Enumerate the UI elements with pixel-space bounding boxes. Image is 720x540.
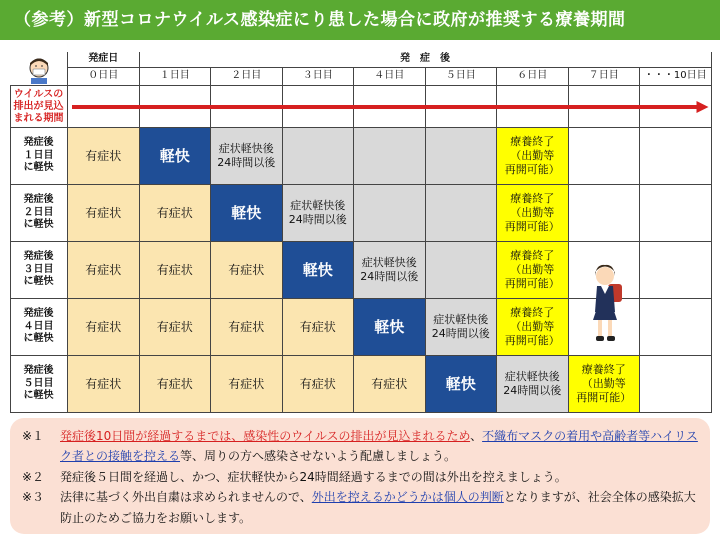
note-mark: ※３ (22, 490, 45, 505)
note-text (60, 426, 698, 467)
table-cell-empty (569, 128, 641, 185)
onset-day-header: 発症日 (68, 52, 140, 68)
day-header: ３日目 (283, 68, 355, 86)
table-cell-yuu: 有症状 (68, 299, 140, 356)
student-walking-icon (583, 264, 629, 344)
day-header: ０日目 (68, 68, 140, 86)
table-cell-yuu: 有症状 (68, 128, 140, 185)
row-label: 発症後 ４日目 に軽快 (10, 299, 68, 356)
row-label: 発症後 ３日目 に軽快 (10, 242, 68, 299)
note-text-segment: 等、周りの方へ感染させないよう配慮しましょう。 (180, 449, 457, 464)
notes-panel (10, 418, 710, 534)
after-onset-header: 発 症 後 (140, 52, 712, 68)
day-header: ４日目 (354, 68, 426, 86)
table-cell-kei: 軽快 (283, 242, 355, 299)
row-label: 発症後 １日目 に軽快 (10, 128, 68, 185)
table-cell-yuu: 有症状 (211, 242, 283, 299)
table-cell-yuu: 有症状 (68, 185, 140, 242)
table-cell-gray: 症状軽快後 24時間以後 (497, 356, 569, 413)
row-label: 発症後 ５日目 に軽快 (10, 356, 68, 413)
note-item (22, 487, 698, 528)
table-cell-yellow: 療養終了 （出勤等 再開可能） (569, 356, 641, 413)
page-title: （参考）新型コロナウイルス感染症にり患した場合に政府が推奨する療養期間 (0, 0, 720, 40)
note-emphasis-red: 発症後10日間が経過するまでは、感染性のウイルスの排出が見込まれるため (60, 429, 471, 443)
table-cell-gray: 症状軽快後 24時間以後 (283, 185, 355, 242)
table-cell-gray: 症状軽快後 24時間以後 (426, 299, 498, 356)
table-cell-yellow: 療養終了 （出勤等 再開可能） (497, 128, 569, 185)
note-text (60, 467, 698, 487)
note-text-segment: 発症後５日間を経過し、かつ、症状軽快から24時間経過するまでの間は外出を控えましょう。 (60, 469, 567, 484)
note-text (60, 487, 698, 528)
table-cell-yuu: 有症状 (211, 356, 283, 413)
table-cell-yuu: 有症状 (283, 356, 355, 413)
note-text-segment: 、 (470, 429, 483, 443)
day-header: ７日目 (569, 68, 641, 86)
table-cell-gray (354, 185, 426, 242)
table-cell-kei: 軽快 (140, 128, 212, 185)
virus-period-label: ウイルスの 排出が見込 まれる期間 (10, 86, 68, 128)
table-cell-kei: 軽快 (426, 356, 498, 413)
table-cell-empty (640, 299, 712, 356)
table-cell-yuu: 有症状 (68, 242, 140, 299)
table-cell-yuu: 有症状 (211, 299, 283, 356)
day-header: ・・・10日目 (640, 68, 712, 86)
table-cell-yuu: 有症状 (68, 356, 140, 413)
table-cell-empty (640, 185, 712, 242)
day-header: ６日目 (497, 68, 569, 86)
table-cell-kei: 軽快 (211, 185, 283, 242)
day-header: １日目 (140, 68, 212, 86)
table-cell-empty (640, 128, 712, 185)
table-cell-empty (640, 242, 712, 299)
day-header: ５日目 (426, 68, 498, 86)
table-cell-yuu: 有症状 (354, 356, 426, 413)
table-cell-empty (569, 185, 641, 242)
table-cell-empty (640, 356, 712, 413)
table-cell-yuu: 有症状 (140, 185, 212, 242)
table-cell-yuu: 有症状 (140, 299, 212, 356)
row-label: 発症後 ２日目 に軽快 (10, 185, 68, 242)
note-mark: ※１ (22, 429, 45, 443)
table-cell-gray: 症状軽快後 24時間以後 (354, 242, 426, 299)
table-cell-yellow: 療養終了 （出勤等 再開可能） (497, 185, 569, 242)
table-cell-gray (426, 242, 498, 299)
table-cell-gray (426, 185, 498, 242)
note-item (22, 467, 698, 487)
table-cell-yuu: 有症状 (140, 242, 212, 299)
note-item (22, 426, 698, 467)
note-mark: ※２ (22, 469, 45, 484)
table-cell-yuu: 有症状 (283, 299, 355, 356)
table-cell-yuu: 有症状 (140, 356, 212, 413)
note-emphasis-blue: 外出を控えるかどうかは個人の判断 (311, 490, 504, 505)
table-cell-yellow: 療養終了 （出勤等 再開可能） (497, 299, 569, 356)
note-text-segment: となりますが、社会全体の感染拡大防止のためご協力をお願いします。 (60, 490, 696, 525)
table-cell-gray: 症状軽快後 24時間以後 (211, 128, 283, 185)
table-cell-gray (283, 128, 355, 185)
table-cell-gray (354, 128, 426, 185)
table-cell-yellow: 療養終了 （出勤等 再開可能） (497, 242, 569, 299)
note-text-segment: 法律に基づく外出自粛は求められませんので、 (60, 490, 312, 505)
note-emphasis-blue: 不織布マスクの着用や高齢者等ハイリスク者との接触を控える (60, 429, 698, 464)
day-header: ２日目 (211, 68, 283, 86)
table-cell-kei: 軽快 (354, 299, 426, 356)
table-cell-gray (426, 128, 498, 185)
